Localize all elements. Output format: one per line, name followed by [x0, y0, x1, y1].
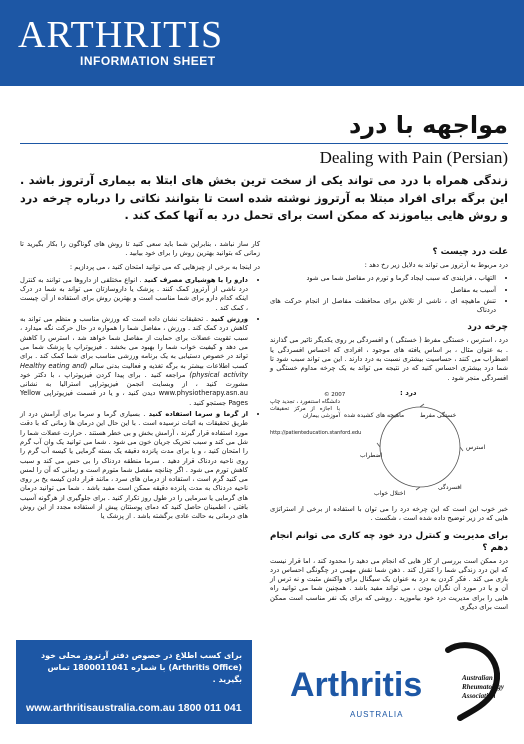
contact-line1: برای کسب اطلاع در خصوص دفتر آرتروز محلی خود [40, 651, 242, 660]
paragraph-manage: درد ممکن است بررسی از کار هایی که انجام می دهید را محدود کند ، اما قرار نیست که این درد زندگی شما را کنترل کند . ذهن شما نقش مهمی در چگونگی احساس درد بازی می کند . فکر کردن به درد به عنوان یک سیگنال برای واکنش مثبت و نه ترس از آن و یا در مورد آن نگران بودن ، می تواند مفید باشد . همچنین شما می توانید راه هایی را برای مدیریت درد خود بیاموزید . روشی که برای یک نفر مناسب است ممکن است برای دیگری [270, 556, 508, 612]
diagram-stress: استرس [466, 443, 486, 451]
heading-cycle: چرخه درد [467, 322, 508, 333]
diagram-caption-text: دانشگاه استنفورد ، تجدید چاپ با اجازه از مرکز تحقیقات آموزشی بیماران [270, 398, 340, 419]
ara-line3: Association [462, 692, 496, 700]
list-item: • التهاب ، فرایندی که سبب ایجاد گرما و تورم در مفاصل شما می شود [270, 274, 496, 283]
logo-arthritis-country: AUSTRALIA [350, 710, 404, 719]
contact-line2: (Arthritis Office) با شماره 1800011041 تماس بگیرید . [47, 663, 242, 684]
diagram-fatigue: خستگی مفرط [420, 411, 457, 419]
list-item: • تنش ماهیچه ای ، ناشی از تلاش برای محافظت مفاصل از انجام حرکت های دردناک [270, 297, 496, 316]
ara-line1: Australian [462, 674, 493, 682]
page-title-english: Dealing with Pain (Persian) [319, 148, 508, 167]
contact-text [26, 650, 242, 686]
strategy-exercise-text: . تحقیقات نشان داده است که ورزش مناسب و منظم می تواند به کاهش درد کمک کند . ورزش ، مفاصل شما را همواره در حال حرکت نگه میدارد ، سبب تقویت عضلات برای حمایت از مفاصل شما خواهد شد ، استرس را کاهش می دهد و کیفیت خواب شما را بهبود می بخشد . فیزیوتراپ یا پزشک شما می تواند در خصوص دستیابی به یک برنامه ورزشی مناسب برای شما کمک کند . برای کسب اطلاعات بیشتر به برگه تغذیه و فعالیت بدنی سالم [20, 315, 248, 370]
diagram-sleep: اختلال خواب [374, 489, 406, 497]
title-divider [20, 143, 508, 144]
right-column [270, 240, 508, 616]
strategy-heat-cold-title: از گرما و سرما استفاده کنید [148, 410, 248, 419]
list-item [20, 276, 248, 313]
header-title: ARTHRITIS [18, 14, 224, 56]
contact-url-phone[interactable]: www.arthritisaustralia.com.au 1800 011 041 [26, 702, 242, 714]
diagram-tension: ماهیچه های کشیده شده [344, 411, 405, 419]
paragraph-try: در اینجا به برخی از چیزهایی که می توانید امتحان کنید ، می پردازیم : [69, 262, 260, 271]
contact-box [16, 640, 252, 724]
pain-cycle-diagram [270, 389, 508, 501]
list-item [20, 315, 248, 408]
diagram-caption-url: http://patienteducation.stanford.edu [270, 429, 362, 436]
strategy-medication-title: دارو را با هوشیاری مصرف کنید [144, 275, 248, 284]
diagram-center: درد : [400, 388, 417, 397]
diagram-caption-year: © 2007 [324, 391, 346, 398]
left-column [20, 240, 260, 526]
paragraph-cause: درد مربوط به آرتروز می تواند به دلایل زیر رخ دهد : [364, 261, 508, 269]
strategy-exercise-url[interactable]: www.physiotherapy.asn.au [158, 389, 248, 398]
list-item [20, 410, 248, 522]
paragraph-cycle: درد ، استرس ، خستگی مفرط ( خستگی ) و افسردگی بر روی یکدیگر تاثیر می گذارند . به عنوان مثال ، بر اساس یافته های موجود ، افرادی که احساس افسردگی یا اضطراب می کنند ، حساسیت بیشتری نسبت به درد دارند . این می تواند سبب شود تا شما درد بیشتری احساس کنید که در نتیجه می تواند به یک چرخه مداوم خستگی و افسردگی منجر شود . [270, 336, 508, 382]
paragraph-continue: کار ساز نباشد ، بنابراین شما باید سعی کنید تا روش های گوناگون را بکار بگیرید تا زمانی که بتوانید بهترین روش را برای خود بیابید . [20, 240, 260, 258]
strategy-exercise-title: ورزش کنید [210, 315, 248, 324]
ara-text [462, 674, 504, 701]
list-item: • آسیب به مفاصل [270, 286, 496, 295]
header-subtitle: INFORMATION SHEET [80, 54, 216, 68]
diagram-anxiety: اضطراب [360, 451, 383, 459]
paragraph-good-news: خبر خوب این است که این چرخه درد را می توان با استفاده از برخی از استراتژی هایی که در زیر توضیح داده شده است ، شکست . [270, 504, 508, 523]
intro-paragraph: زندگی همراه با درد می تواند یکی از سخت ترین بخش های ابتلا به بیماری آرتروز باشد . این برگه برای افراد مبتلا به آرتروز نوشته شده است تا بتوانند نکاتی را درباره چرخه درد و روش هایی بیاموزند که ممکن است برای تحمل درد به آنها کمک کند . [20, 174, 508, 222]
strategy-exercise-text4: جستجو کنید . [189, 398, 227, 407]
strategy-exercise-text2: مراجعه کنید . برای پیدا کردن فیزیوتراپ ، با دکتر خود مشورت کنید ، از وبسایت انجمن فیزیوتراپی استرالیا به نشانی [20, 370, 248, 389]
strategy-heat-cold-text: . بسیاری گرما و سرما برای آرامش درد از طریق تحقیقات به اثبات نرسیده است . با این حال این درمان ها زمانی که با دقت مورد استفاده قرار گیرند ، آرامش بخش و بی خطر هستند . حرارت عضلات شما را شل می کند و سبب تحریک جریان خون می شود . شما می توانید یک وان آب گرم را امتحان کنید ، و یا برای مدت پانزده دقیقه یک بسته گرمایی یا کیسه آب گرم را روی ناحیه دردناک قرار دهید . سرما منطقه دردناک را بی حس می کند و سبب کاهش تورم می شود . اگر چنانچه مفصل شما متورم است و زمانی که آن را لمس می کنید گرم است ، استفاده از درمان های سرد ، مانند قرار دادن کیسه یخ بر روی ناحیه دردناک به مدت پانزده دقیقه ممکن است مفید باشد . شما می توانید درمان های گرمایی یا سرمایی را در طول روز تکرار کنید . برای جلوگیری از هرگونه آسیب بافتی ، اطمینان حاصل کنید که دمای پوستتان پیش از استفاده مجدد از این روش های درمانی به حالت عادی برگشته باشد . از پزشک یا [20, 410, 248, 521]
page-title-persian: مواجهه با درد [348, 111, 508, 139]
strategy-exercise-text3: دیدن کنید ، و یا در قسمت فیزیوتراپی [43, 389, 156, 398]
heading-manage: برای مدیریت و کنترل درد خود چه کاری می توانم انجام دهم ؟ [270, 530, 508, 553]
strategy-medication-text: . انواع مختلفی از داروها می توانند به کنترل درد ناشی از آرتروز کمک کنند . پزشک یا داروسازتان می تواند به شما در درک اینکه کدام دارو برای شما مناسب است و بهترین روش برای استفاده از آن چیست ، کمک کند . [20, 275, 248, 312]
diagram-depression: افسردگی [438, 483, 462, 491]
ara-line2: Rheumatology [462, 683, 505, 691]
strategy-exercise-en1: (Healthy eating and physical activity) [20, 361, 248, 379]
ara-logo [440, 640, 510, 724]
header-banner [0, 0, 524, 86]
heading-cause: علت درد چیست ؟ [432, 247, 508, 257]
cause-list [270, 274, 508, 315]
logo-arthritis-word: Arthritis [290, 666, 423, 704]
strategy-list [20, 276, 260, 522]
strategy-exercise-en2: Yellow Pages [20, 389, 248, 407]
